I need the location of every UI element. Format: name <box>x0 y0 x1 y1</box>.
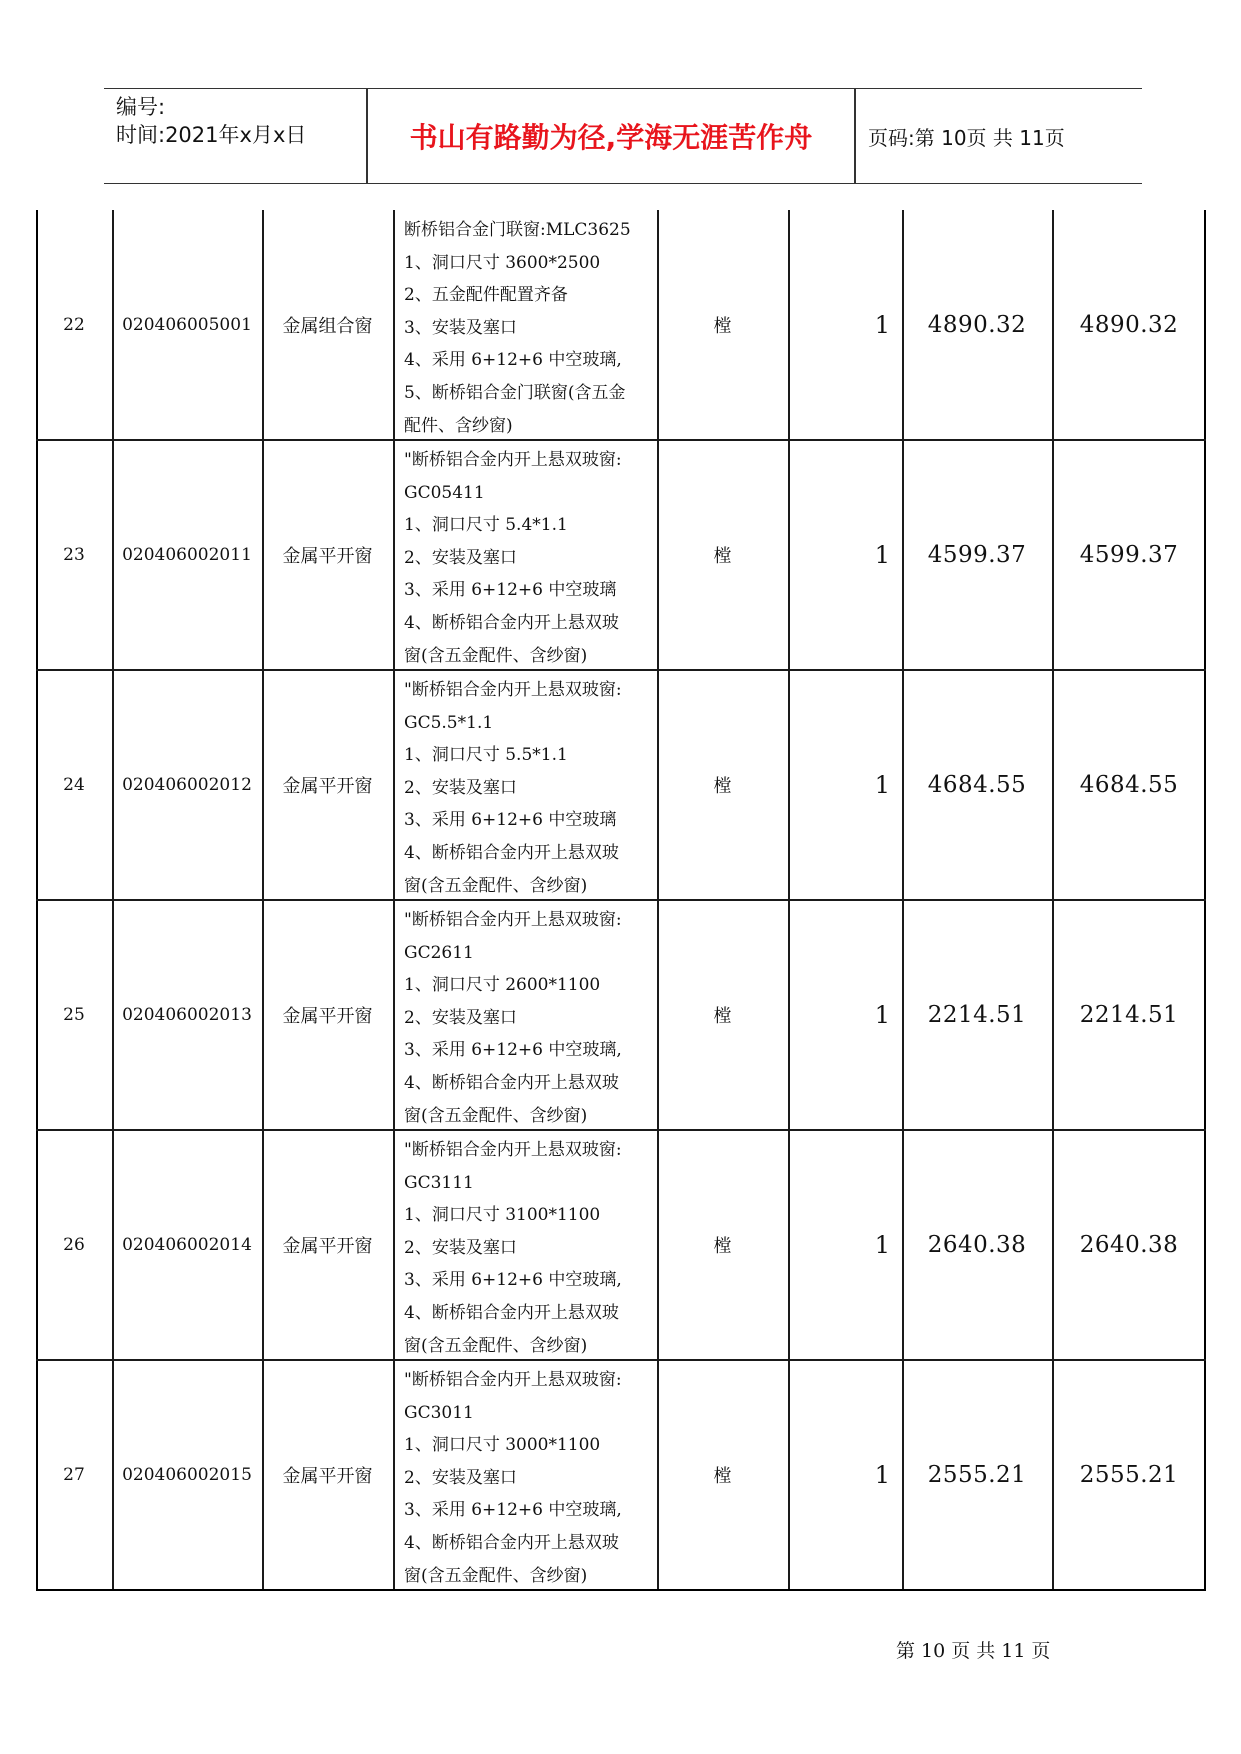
item-unit-price: 4684.55 <box>927 772 1027 798</box>
item-unit-price: 2214.51 <box>927 1002 1027 1028</box>
description-line: 2、安装及塞口 <box>404 1237 517 1258</box>
footer-total-pages: 11 <box>1001 1640 1026 1662</box>
item-unit-price: 4890.32 <box>927 312 1027 338</box>
description-line: 4、断桥铝合金内开上悬双玻 <box>404 1302 619 1323</box>
item-description <box>393 440 657 670</box>
table-row <box>36 440 1206 670</box>
item-code: 020406002013 <box>122 1005 252 1025</box>
doc-time-label: 时间:2021年x月x日 <box>116 123 307 147</box>
description-line: 2、五金配件配置齐备 <box>404 285 568 306</box>
item-unit: 樘 <box>713 1236 732 1257</box>
description-lines <box>404 214 631 442</box>
description-line: 2、安装及塞口 <box>404 777 517 798</box>
table-row <box>36 210 1206 440</box>
item-unit: 樘 <box>713 546 732 567</box>
item-unit: 樘 <box>713 1006 732 1027</box>
description-line: 窗(含五金配件、含纱窗) <box>404 1105 588 1126</box>
item-total-price: 4599.37 <box>1079 542 1179 568</box>
description-line: "断桥铝合金内开上悬双玻窗: <box>404 680 622 700</box>
item-unit: 樘 <box>713 316 732 337</box>
description-line: 3、安装及塞口 <box>404 317 517 338</box>
description-line: 1、洞口尺寸 3000*1100 <box>404 1435 601 1456</box>
item-name: 金属平开窗 <box>282 1236 373 1257</box>
item-unit-price: 4599.37 <box>927 542 1027 568</box>
description-line: 配件、含纱窗) <box>404 415 513 436</box>
table-row <box>36 670 1206 900</box>
description-line: 窗(含五金配件、含纱窗) <box>404 1565 588 1586</box>
row-index: 23 <box>63 545 85 565</box>
row-index: 27 <box>63 1465 85 1485</box>
description-line: 4、断桥铝合金内开上悬双玻 <box>404 842 619 863</box>
page-footer <box>896 1636 1056 1663</box>
item-total-price: 4684.55 <box>1079 772 1179 798</box>
description-line: GC2611 <box>404 942 474 963</box>
item-description <box>393 900 657 1130</box>
header-meta <box>116 93 361 149</box>
description-lines <box>404 1134 622 1362</box>
footer-page-number: 10 <box>921 1640 946 1662</box>
description-lines <box>404 674 622 902</box>
item-code: 020406002012 <box>122 775 252 795</box>
description-line: "断桥铝合金内开上悬双玻窗: <box>404 1140 622 1160</box>
item-description <box>393 1130 657 1360</box>
item-unit: 樘 <box>713 1466 732 1487</box>
description-line: 2、安装及塞口 <box>404 1467 517 1488</box>
description-line: 3、采用 6+12+6 中空玻璃, <box>404 1270 622 1291</box>
item-quantity: 1 <box>874 771 890 799</box>
item-quantity: 1 <box>874 1461 890 1489</box>
description-line: 1、洞口尺寸 2600*1100 <box>404 975 601 996</box>
table-row <box>36 900 1206 1130</box>
item-name: 金属平开窗 <box>282 776 373 797</box>
header-motto: 书山有路勤为径,学海无涯苦作舟 <box>409 121 813 154</box>
doc-number-label: 编号: <box>116 95 166 119</box>
description-line: GC3111 <box>404 1172 474 1193</box>
item-quantity: 1 <box>874 311 890 339</box>
description-line: 1、洞口尺寸 3100*1100 <box>404 1205 601 1226</box>
description-lines <box>404 1364 622 1592</box>
description-line: 1、洞口尺寸 5.4*1.1 <box>404 515 568 536</box>
row-index: 25 <box>63 1005 85 1025</box>
description-line: GC3011 <box>404 1402 474 1423</box>
item-total-price: 2214.51 <box>1079 1002 1179 1028</box>
item-total-price: 2555.21 <box>1079 1462 1179 1488</box>
footer-ye: 页 <box>951 1640 971 1662</box>
description-line: 4、采用 6+12+6 中空玻璃, <box>404 350 622 371</box>
description-line: 窗(含五金配件、含纱窗) <box>404 645 588 666</box>
description-line: 5、断桥铝合金门联窗(含五金 <box>404 382 626 403</box>
description-lines <box>404 904 622 1132</box>
description-line: 1、洞口尺寸 5.5*1.1 <box>404 745 568 766</box>
row-index: 22 <box>63 315 85 335</box>
grid-line <box>36 1129 1206 1131</box>
item-description <box>393 670 657 900</box>
grid-line <box>36 1589 1206 1591</box>
table-row <box>36 1360 1206 1590</box>
item-description <box>393 1360 657 1590</box>
item-unit: 樘 <box>713 776 732 797</box>
item-quantity: 1 <box>874 1231 890 1259</box>
row-index: 26 <box>63 1235 85 1255</box>
item-quantity: 1 <box>874 541 890 569</box>
description-line: 4、断桥铝合金内开上悬双玻 <box>404 1532 619 1553</box>
description-line: "断桥铝合金内开上悬双玻窗: <box>404 450 622 470</box>
item-name: 金属组合窗 <box>282 316 373 337</box>
item-code: 020406002011 <box>122 545 252 565</box>
row-index: 24 <box>63 775 85 795</box>
grid-line <box>36 1359 1206 1361</box>
header-page-number: 页码:第 10页 共 11页 <box>868 125 1065 150</box>
footer-di: 第 <box>896 1640 916 1662</box>
description-line: GC05411 <box>404 482 485 503</box>
item-name: 金属平开窗 <box>282 546 373 567</box>
description-line: "断桥铝合金内开上悬双玻窗: <box>404 1370 622 1390</box>
description-line: 断桥铝合金门联窗:MLC3625 <box>404 220 631 240</box>
description-line: 窗(含五金配件、含纱窗) <box>404 1335 588 1356</box>
footer-ye: 页 <box>1031 1640 1051 1662</box>
description-line: 3、采用 6+12+6 中空玻璃, <box>404 1500 622 1521</box>
description-line: 1、洞口尺寸 3600*2500 <box>404 252 601 273</box>
grid-line <box>36 669 1206 671</box>
grid-line <box>36 899 1206 901</box>
description-line: "断桥铝合金内开上悬双玻窗: <box>404 910 622 930</box>
description-line: 3、采用 6+12+6 中空玻璃 <box>404 810 617 831</box>
item-quantity: 1 <box>874 1001 890 1029</box>
item-total-price: 2640.38 <box>1079 1232 1179 1258</box>
description-lines <box>404 444 622 672</box>
header-divider <box>854 89 856 183</box>
table-row <box>36 1130 1206 1360</box>
page-header <box>104 88 1142 184</box>
grid-line <box>36 439 1206 441</box>
description-line: 2、安装及塞口 <box>404 547 517 568</box>
item-name: 金属平开窗 <box>282 1006 373 1027</box>
footer-gong: 共 <box>976 1640 996 1662</box>
description-line: 4、断桥铝合金内开上悬双玻 <box>404 612 619 633</box>
item-name: 金属平开窗 <box>282 1466 373 1487</box>
item-code: 020406002014 <box>122 1235 252 1255</box>
item-code: 020406002015 <box>122 1465 252 1485</box>
description-line: 2、安装及塞口 <box>404 1007 517 1028</box>
description-line: GC5.5*1.1 <box>404 712 494 733</box>
description-line: 3、采用 6+12+6 中空玻璃, <box>404 1040 622 1061</box>
item-unit-price: 2555.21 <box>927 1462 1027 1488</box>
description-line: 窗(含五金配件、含纱窗) <box>404 875 588 896</box>
item-code: 020406005001 <box>122 315 252 335</box>
item-description <box>393 210 657 440</box>
quote-table <box>36 210 1206 1590</box>
description-line: 3、采用 6+12+6 中空玻璃 <box>404 580 617 601</box>
description-line: 4、断桥铝合金内开上悬双玻 <box>404 1072 619 1093</box>
item-unit-price: 2640.38 <box>927 1232 1027 1258</box>
item-total-price: 4890.32 <box>1079 312 1179 338</box>
